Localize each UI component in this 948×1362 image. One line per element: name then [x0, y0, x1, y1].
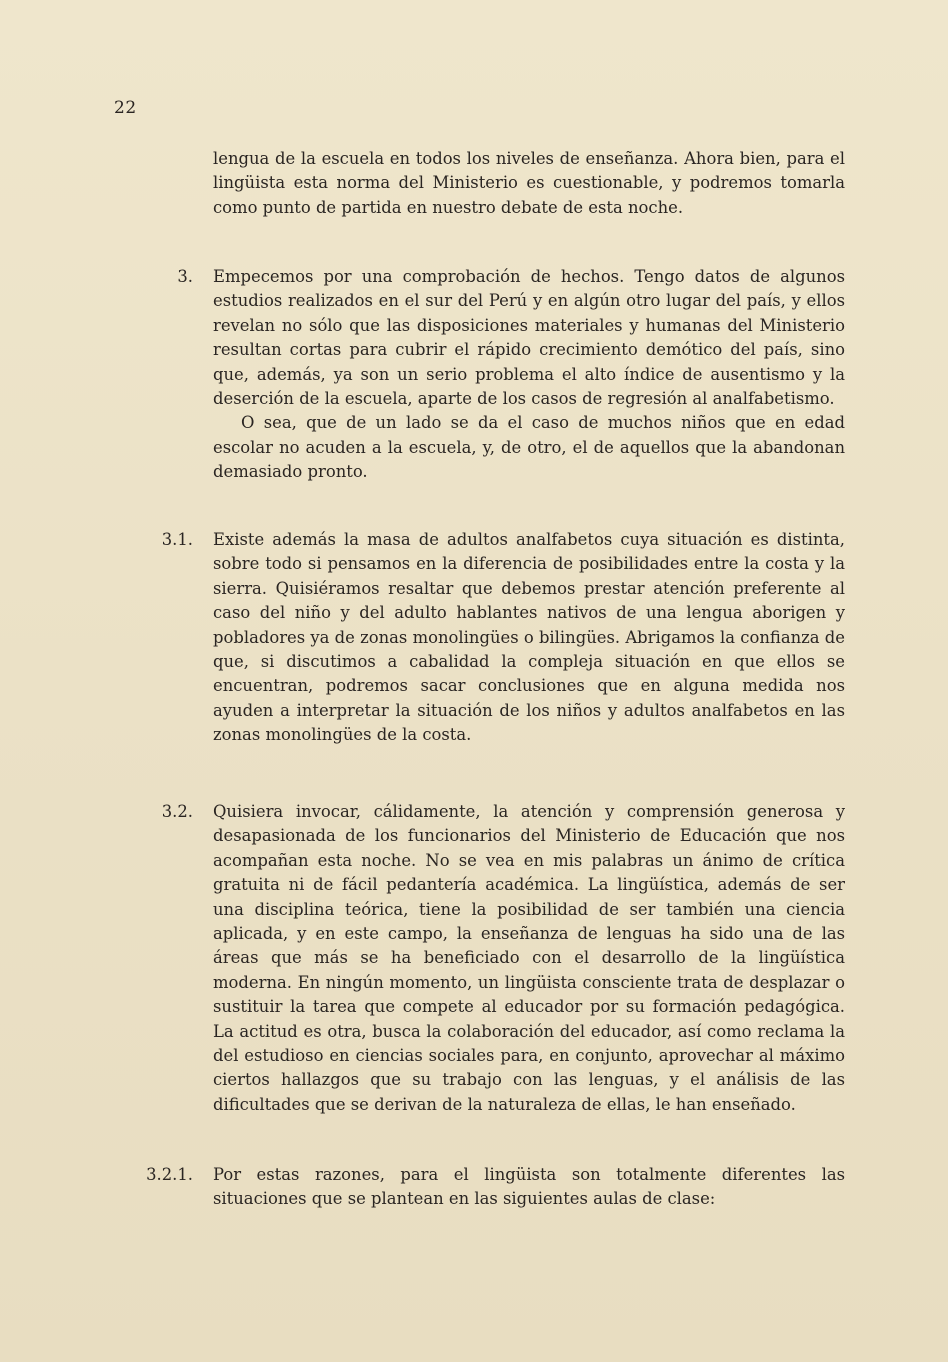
section-number: 3.1. — [161, 530, 193, 549]
paragraph: Existe además la masa de adultos analfabetos cuya situación es distinta, sobre todo si pensamos en la diferencia de posibilidades entre la costa y la sierra. Quisiéramos resaltar que debemos prestar atención preferente al caso del niño y del adulto hablantes nativos de una lengua aborigen y pobladores ya de zonas monolingües o bilingües. Abrigamos la confianza de que, si discutimos a cabalidad la compleja situación en que ellos se encuentran, podremos sacar conclusiones que en alguna medida nos ayuden a interpretar la situación de los niños y adultos analfabetos en las zonas monolingües de la costa. — [213, 530, 845, 745]
section-number: 3.2.1. — [146, 1165, 193, 1184]
section-number: 3.2. — [161, 802, 193, 821]
section-3 — [213, 265, 845, 485]
paragraph: Empecemos por una comprobación de hechos. Tengo datos de algunos estudios realizados en el sur del Perú y en algún otro lugar del país, y ellos revelan no sólo que las disposiciones materiales y humanas del Ministerio resultan cortas para cubrir el rápido crecimiento demótico del país, sino que, además, ya son un serio problema el alto índice de ausentismo y la deserción de la escuela, aparte de los casos de regresión al analfabetismo. — [213, 267, 845, 409]
paragraph: lengua de la escuela en todos los niveles de enseñanza. Ahora bien, para el lingüista esta norma del Ministerio es cuestionable, y podremos tomarla como punto de partida en nuestro debate de esta noche. — [213, 149, 845, 217]
paragraph: O sea, que de un lado se da el caso de muchos niños que en edad escolar no acuden a la escuela, y, de otro, el de aquellos que la abandonan demasiado pronto. — [213, 413, 845, 482]
paragraph: Por estas razones, para el lingüista son totalmente diferentes las situaciones que se plantean en las siguientes aulas de clase: — [213, 1165, 845, 1209]
section-number: 3. — [177, 267, 193, 286]
section-3-2-1 — [213, 1163, 845, 1212]
section-intro — [213, 147, 845, 220]
paragraph: Quisiera invocar, cálidamente, la atención y comprensión generosa y desapasionada de los funcionarios del Ministerio de Educación que nos acompañan esta noche. No se vea en mis palabras un ánimo de crítica gratuita ni de fácil pedantería académica. La lingüística, además de ser una disciplina teórica, tiene la posibilidad de ser también una ciencia aplicada, y en este campo, la enseñanza de lenguas ha sido una de las áreas que más se ha beneficiado con el desarrollo de la lingüística moderna. En ningún momento, un lingüista consciente trata de desplazar o sustituir la tarea que compete al educador por su formación pedagógica. La actitud es otra, busca la colaboración del educador, así como reclama la del estudioso en ciencias sociales para, en conjunto, aprovechar al máximo ciertos hallazgos que su trabajo con las lenguas, y el análisis de las dificultades que se derivan de la naturaleza de ellas, le han enseñado. — [213, 802, 845, 1114]
section-3-2 — [213, 800, 845, 1117]
section-3-1 — [213, 528, 845, 748]
page-number: 22 — [114, 98, 137, 118]
